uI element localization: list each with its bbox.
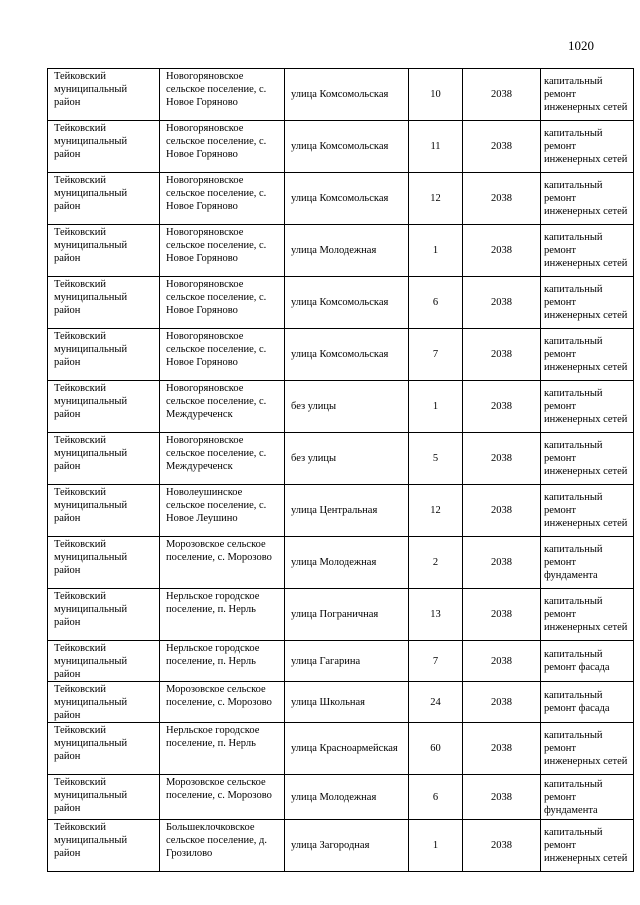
- district-cell: Тейковский муниципальный район: [48, 433, 160, 485]
- work-type-cell: капитальный ремонт инженерных сетей: [541, 485, 634, 537]
- year-cell: 2038: [463, 173, 541, 225]
- house-number-cell: 1: [409, 381, 463, 433]
- street-cell: улица Гагарина: [285, 641, 409, 682]
- year-cell: 2038: [463, 381, 541, 433]
- table-row: [48, 485, 634, 537]
- year-cell: 2038: [463, 433, 541, 485]
- year-cell: 2038: [463, 69, 541, 121]
- district-cell: Тейковский муниципальный район: [48, 69, 160, 121]
- work-type-cell: капитальный ремонт инженерных сетей: [541, 589, 634, 641]
- settlement-cell: Нерльское городское поселение, п. Нерль: [160, 723, 285, 775]
- house-number-cell: 7: [409, 329, 463, 381]
- work-type-cell: капитальный ремонт инженерных сетей: [541, 69, 634, 121]
- table-row: [48, 173, 634, 225]
- table-row: [48, 329, 634, 381]
- street-cell: улица Комсомольская: [285, 277, 409, 329]
- settlement-cell: Новогоряновское сельское поселение, с. Новое Горяново: [160, 69, 285, 121]
- house-number-cell: 6: [409, 775, 463, 820]
- page-number: 1020: [568, 38, 594, 53]
- settlement-cell: Новогоряновское сельское поселение, с. Новое Горяново: [160, 277, 285, 329]
- work-type-cell: капитальный ремонт фасада: [541, 682, 634, 723]
- settlement-cell: Новолеушинское сельское поселение, с. Новое Леушино: [160, 485, 285, 537]
- street-cell: улица Молодежная: [285, 537, 409, 589]
- settlement-cell: Новогоряновское сельское поселение, с. Новое Горяново: [160, 225, 285, 277]
- district-cell: Тейковский муниципальный район: [48, 121, 160, 173]
- year-cell: 2038: [463, 537, 541, 589]
- house-number-cell: 10: [409, 69, 463, 121]
- settlement-cell: Морозовское сельское поселение, с. Морозово: [160, 775, 285, 820]
- table-row: [48, 775, 634, 820]
- year-cell: 2038: [463, 723, 541, 775]
- house-number-cell: 11: [409, 121, 463, 173]
- table-body: [48, 69, 634, 872]
- work-type-cell: капитальный ремонт инженерных сетей: [541, 225, 634, 277]
- year-cell: 2038: [463, 589, 541, 641]
- street-cell: улица Пограничная: [285, 589, 409, 641]
- table-row: [48, 225, 634, 277]
- district-cell: Тейковский муниципальный район: [48, 381, 160, 433]
- year-cell: 2038: [463, 277, 541, 329]
- settlement-cell: Нерльское городское поселение, п. Нерль: [160, 641, 285, 682]
- district-cell: Тейковский муниципальный район: [48, 641, 160, 682]
- work-type-cell: капитальный ремонт инженерных сетей: [541, 723, 634, 775]
- district-cell: Тейковский муниципальный район: [48, 173, 160, 225]
- settlement-cell: Нерльское городское поселение, п. Нерль: [160, 589, 285, 641]
- street-cell: улица Комсомольская: [285, 121, 409, 173]
- street-cell: улица Комсомольская: [285, 69, 409, 121]
- house-number-cell: 5: [409, 433, 463, 485]
- district-cell: Тейковский муниципальный район: [48, 589, 160, 641]
- district-cell: Тейковский муниципальный район: [48, 225, 160, 277]
- house-number-cell: 7: [409, 641, 463, 682]
- house-number-cell: 13: [409, 589, 463, 641]
- street-cell: улица Центральная: [285, 485, 409, 537]
- work-type-cell: капитальный ремонт фундамента: [541, 537, 634, 589]
- house-number-cell: 12: [409, 485, 463, 537]
- street-cell: улица Загородная: [285, 820, 409, 872]
- year-cell: 2038: [463, 775, 541, 820]
- work-type-cell: капитальный ремонт фасада: [541, 641, 634, 682]
- house-number-cell: 24: [409, 682, 463, 723]
- settlement-cell: Новогоряновское сельское поселение, с. Междуреченск: [160, 381, 285, 433]
- house-number-cell: 2: [409, 537, 463, 589]
- house-number-cell: 1: [409, 820, 463, 872]
- street-cell: улица Комсомольская: [285, 173, 409, 225]
- work-type-cell: капитальный ремонт инженерных сетей: [541, 381, 634, 433]
- work-type-cell: капитальный ремонт инженерных сетей: [541, 329, 634, 381]
- settlement-cell: Новогоряновское сельское поселение, с. Новое Горяново: [160, 329, 285, 381]
- table-row: [48, 682, 634, 723]
- settlement-cell: Новогоряновское сельское поселение, с. Новое Горяново: [160, 121, 285, 173]
- district-cell: Тейковский муниципальный район: [48, 277, 160, 329]
- district-cell: Тейковский муниципальный район: [48, 682, 160, 723]
- settlement-cell: Новогоряновское сельское поселение, с. Новое Горяново: [160, 173, 285, 225]
- table-row: [48, 277, 634, 329]
- year-cell: 2038: [463, 682, 541, 723]
- street-cell: улица Молодежная: [285, 775, 409, 820]
- street-cell: улица Школьная: [285, 682, 409, 723]
- house-number-cell: 60: [409, 723, 463, 775]
- table-row: [48, 69, 634, 121]
- district-cell: Тейковский муниципальный район: [48, 820, 160, 872]
- settlement-cell: Морозовское сельское поселение, с. Морозово: [160, 682, 285, 723]
- street-cell: улица Комсомольская: [285, 329, 409, 381]
- street-cell: без улицы: [285, 381, 409, 433]
- work-type-cell: капитальный ремонт инженерных сетей: [541, 277, 634, 329]
- district-cell: Тейковский муниципальный район: [48, 537, 160, 589]
- district-cell: Тейковский муниципальный район: [48, 775, 160, 820]
- house-number-cell: 1: [409, 225, 463, 277]
- house-number-cell: 12: [409, 173, 463, 225]
- repair-schedule-table: [47, 68, 634, 872]
- district-cell: Тейковский муниципальный район: [48, 329, 160, 381]
- year-cell: 2038: [463, 225, 541, 277]
- table-row: [48, 537, 634, 589]
- work-type-cell: капитальный ремонт фундамента: [541, 775, 634, 820]
- settlement-cell: Новогоряновское сельское поселение, с. Междуреченск: [160, 433, 285, 485]
- work-type-cell: капитальный ремонт инженерных сетей: [541, 820, 634, 872]
- street-cell: улица Красноармейская: [285, 723, 409, 775]
- year-cell: 2038: [463, 485, 541, 537]
- district-cell: Тейковский муниципальный район: [48, 485, 160, 537]
- street-cell: без улицы: [285, 433, 409, 485]
- table-row: [48, 589, 634, 641]
- year-cell: 2038: [463, 641, 541, 682]
- table-row: [48, 433, 634, 485]
- settlement-cell: Большеклочковское сельское поселение, д. Грозилово: [160, 820, 285, 872]
- year-cell: 2038: [463, 121, 541, 173]
- work-type-cell: капитальный ремонт инженерных сетей: [541, 173, 634, 225]
- settlement-cell: Морозовское сельское поселение, с. Морозово: [160, 537, 285, 589]
- house-number-cell: 6: [409, 277, 463, 329]
- table-row: [48, 121, 634, 173]
- district-cell: Тейковский муниципальный район: [48, 723, 160, 775]
- table-row: [48, 820, 634, 872]
- work-type-cell: капитальный ремонт инженерных сетей: [541, 121, 634, 173]
- work-type-cell: капитальный ремонт инженерных сетей: [541, 433, 634, 485]
- street-cell: улица Молодежная: [285, 225, 409, 277]
- year-cell: 2038: [463, 329, 541, 381]
- table-row: [48, 723, 634, 775]
- table-row: [48, 381, 634, 433]
- table-row: [48, 641, 634, 682]
- year-cell: 2038: [463, 820, 541, 872]
